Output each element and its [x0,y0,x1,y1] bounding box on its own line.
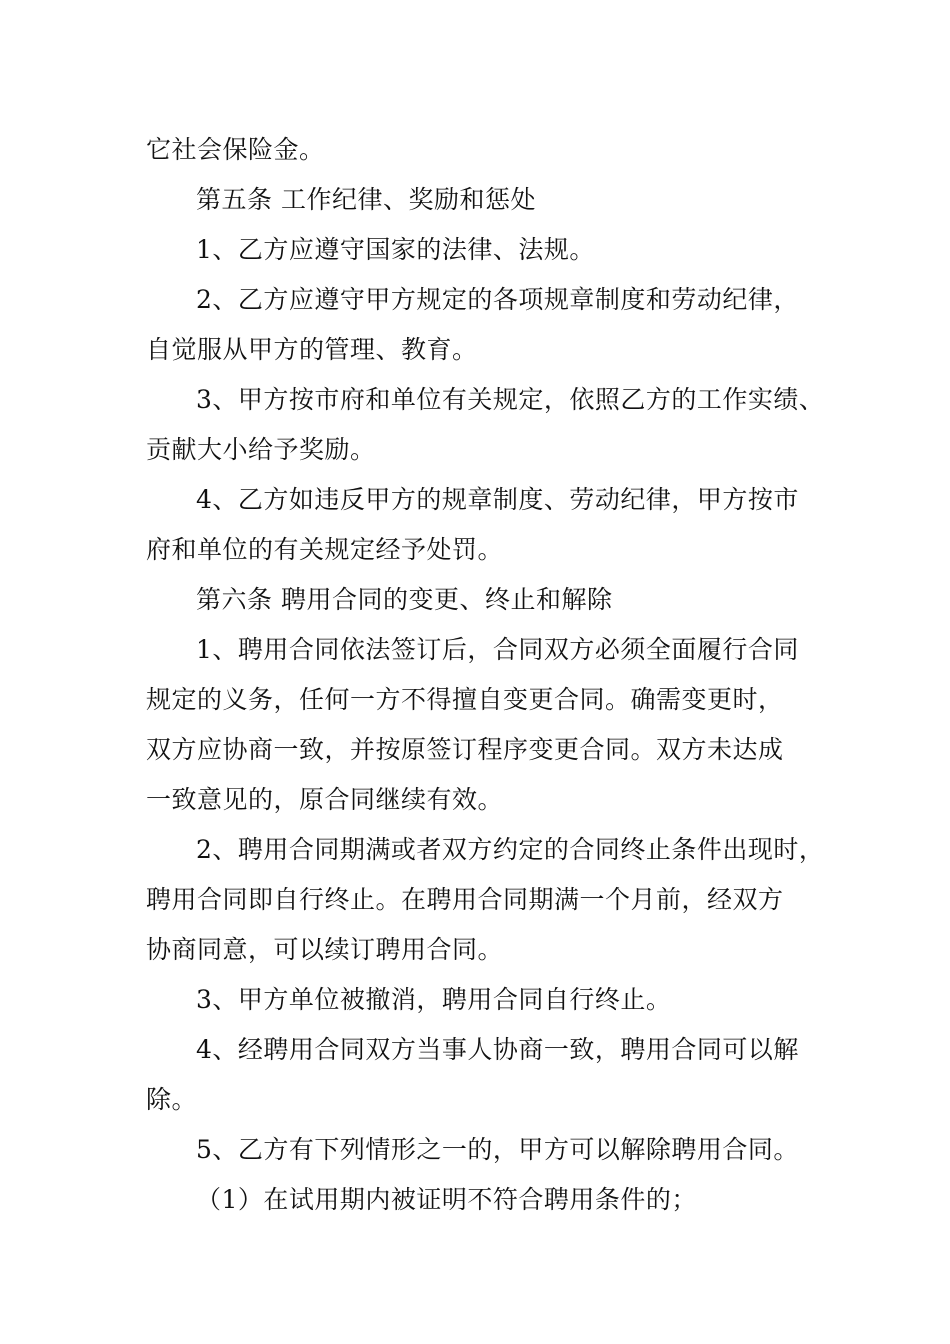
text-line: 4、乙方如违反甲方的规章制度、劳动纪律，甲方按市 [196,485,799,514]
text-line: 它社会保险金。 [146,135,325,164]
text-line: 2、聘用合同期满或者双方约定的合同终止条件出现时， [196,835,825,864]
text-line: 聘用合同即自行终止。在聘用合同期满一个月前，经双方 [146,885,784,914]
text-line: 4、经聘用合同双方当事人协商一致，聘用合同可以解 [196,1035,799,1064]
text-line: 2、乙方应遵守甲方规定的各项规章制度和劳动纪律， [196,285,799,314]
text-line: 1、乙方应遵守国家的法律、法规。 [196,235,595,264]
text-line: 贡献大小给予奖励。 [146,435,376,464]
section-heading: 第六条 聘用合同的变更、终止和解除 [196,585,613,614]
text-line: 除。 [146,1085,198,1114]
text-line: 规定的义务，任何一方不得擅自变更合同。确需变更时， [146,685,784,714]
section-heading: 第五条 工作纪律、奖励和惩处 [196,185,536,214]
text-line: 1、聘用合同依法签订后，合同双方必须全面履行合同 [196,635,799,664]
text-line: 5、乙方有下列情形之一的，甲方可以解除聘用合同。 [196,1135,799,1164]
text-line: 府和单位的有关规定经予处罚。 [146,535,504,564]
text-line: 一致意见的，原合同继续有效。 [146,785,504,814]
text-line: 双方应协商一致，并按原签订程序变更合同。双方未达成 [146,735,784,764]
text-line: 协商同意，可以续订聘用合同。 [146,935,504,964]
text-line: 3、甲方单位被撤消，聘用合同自行终止。 [196,985,672,1014]
text-line: （1）在试用期内被证明不符合聘用条件的； [196,1185,697,1214]
text-line: 自觉服从甲方的管理、教育。 [146,335,478,364]
text-line: 3、甲方按市府和单位有关规定，依照乙方的工作实绩、 [196,385,825,414]
